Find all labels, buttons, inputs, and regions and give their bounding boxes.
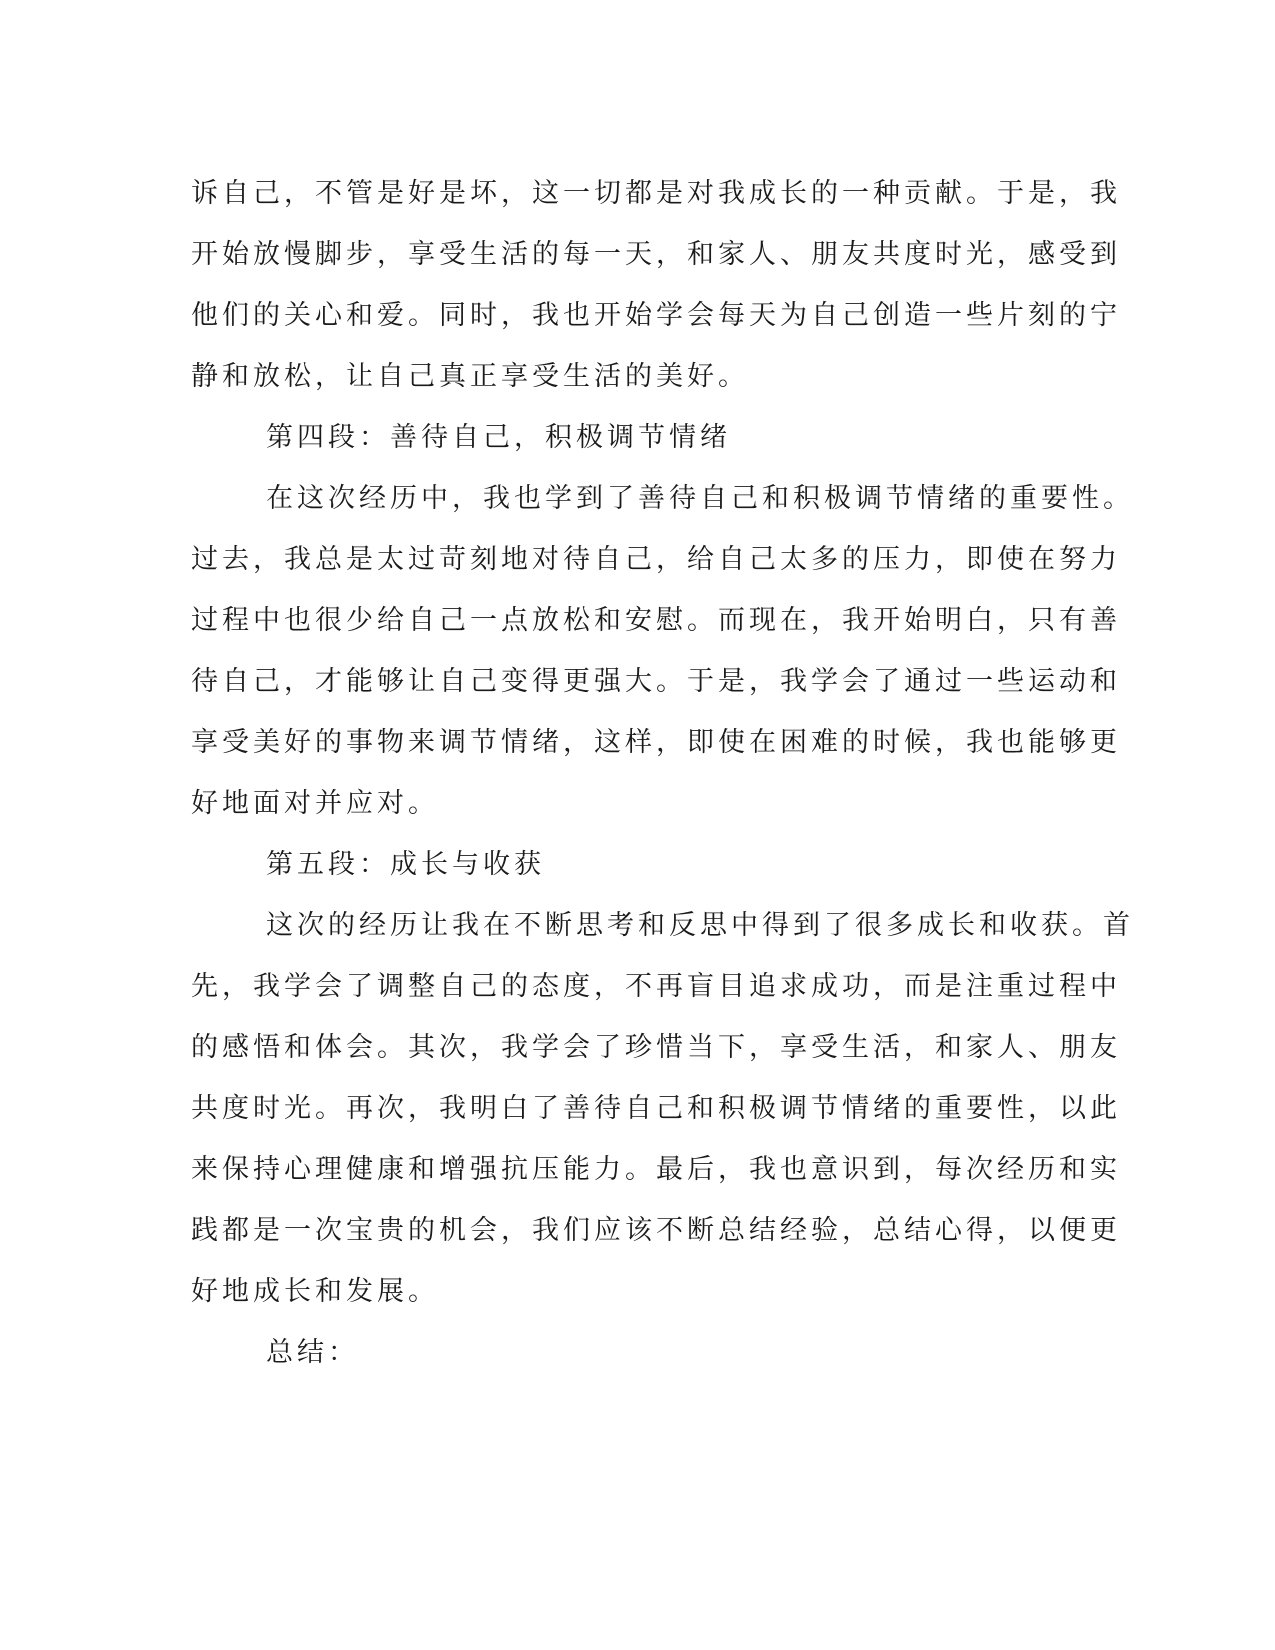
body-line: 好地成长和发展。 <box>191 1276 439 1307</box>
body-line: 诉自己，不管是好是坏，这一切都是对我成长的一种贡献。于是，我 <box>191 178 1121 209</box>
body-line: 静和放松，让自己真正享受生活的美好。 <box>191 361 749 392</box>
section-heading-4: 第四段：善待自己，积极调节情绪 <box>266 422 731 453</box>
body-line: 这次的经历让我在不断思考和反思中得到了很多成长和收获。首 <box>266 910 1134 941</box>
body-line: 在这次经历中，我也学到了善待自己和积极调节情绪的重要性。 <box>266 483 1134 514</box>
body-line: 享受美好的事物来调节情绪，这样，即使在困难的时候，我也能够更 <box>191 727 1121 758</box>
document-body <box>191 163 1134 1383</box>
body-line: 来保持心理健康和增强抗压能力。最后，我也意识到，每次经历和实 <box>191 1154 1121 1185</box>
summary-heading: 总结： <box>266 1337 359 1368</box>
body-line: 好地面对并应对。 <box>191 788 439 819</box>
body-line: 践都是一次宝贵的机会，我们应该不断总结经验，总结心得，以便更 <box>191 1215 1121 1246</box>
body-line: 他们的关心和爱。同时，我也开始学会每天为自己创造一些片刻的宁 <box>191 300 1121 331</box>
body-line: 先，我学会了调整自己的态度，不再盲目追求成功，而是注重过程中 <box>191 971 1121 1002</box>
body-line: 的感悟和体会。其次，我学会了珍惜当下，享受生活，和家人、朋友 <box>191 1032 1121 1063</box>
section-heading-5: 第五段：成长与收获 <box>266 849 545 880</box>
body-line: 过去，我总是太过苛刻地对待自己，给自己太多的压力，即使在努力 <box>191 544 1121 575</box>
body-line: 待自己，才能够让自己变得更强大。于是，我学会了通过一些运动和 <box>191 666 1121 697</box>
body-line: 过程中也很少给自己一点放松和安慰。而现在，我开始明白，只有善 <box>191 605 1121 636</box>
body-line: 开始放慢脚步，享受生活的每一天，和家人、朋友共度时光，感受到 <box>191 239 1121 270</box>
body-line: 共度时光。再次，我明白了善待自己和积极调节情绪的重要性，以此 <box>191 1093 1121 1124</box>
